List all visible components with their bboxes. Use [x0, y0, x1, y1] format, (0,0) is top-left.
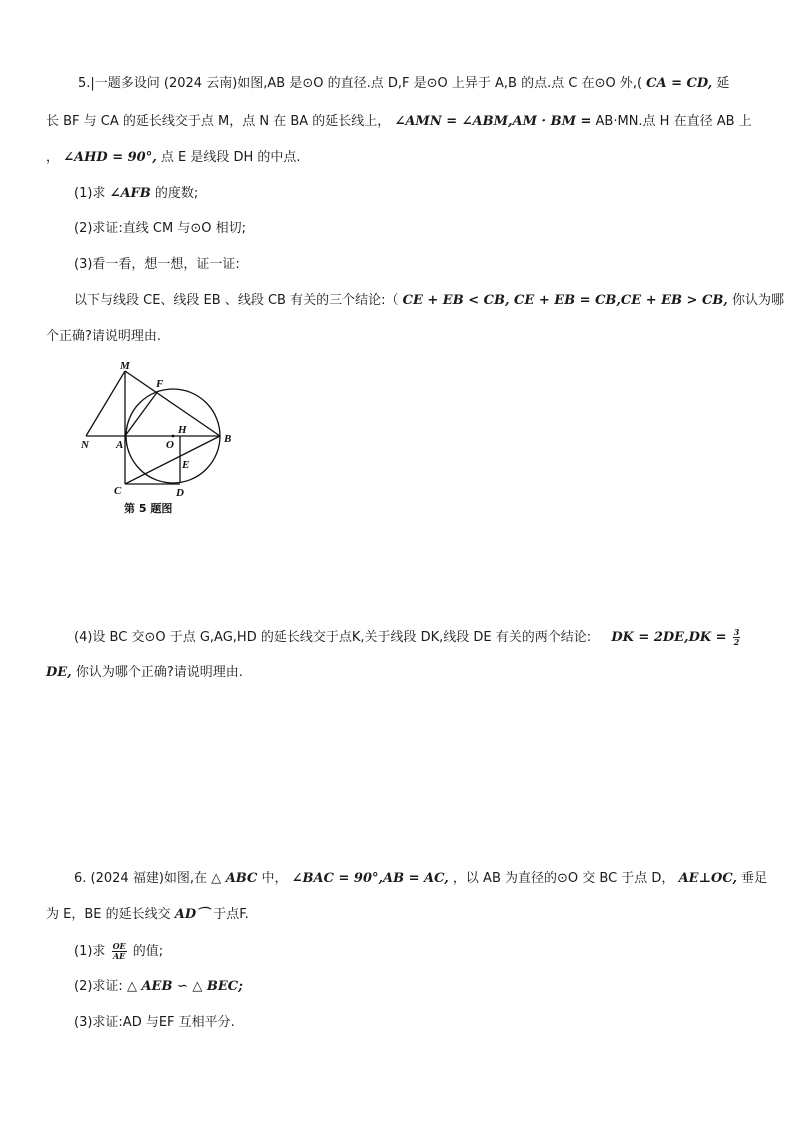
- q6-subq-1-fraction-den: AE: [112, 951, 126, 961]
- label-a: A: [116, 439, 124, 451]
- q5-line-2-text: 长 BF 与 CA 的延长线交于点 M，点 N 在 BA 的延长线上，: [46, 114, 391, 129]
- q5-line-3-tail: 点 E 是线段 DH 的中点.: [160, 150, 301, 165]
- q5-subq-1-math: ∠AFB: [109, 186, 151, 201]
- q5-subq-4-line-2-math: DE,: [46, 665, 72, 680]
- q5-line-1-math: CA = CD,: [646, 76, 713, 91]
- q6-subq-3: (3)求证:AD 与EF 互相平分.: [74, 1015, 235, 1030]
- q5-subq-3-conclusions-pre: 以下与线段 CE、线段 EB 、线段 CB 有关的三个结论:（: [74, 293, 399, 308]
- q5-subq-4-math: DK = 2DE,DK =: [611, 630, 727, 645]
- q6-subq-1-pre: (1)求: [74, 944, 110, 959]
- q6-subq-1-fraction: [112, 942, 127, 961]
- figure-caption: 第 5 题图: [124, 502, 173, 515]
- q5-line-1: [78, 75, 729, 93]
- q5-line-3-pre: ，: [46, 150, 60, 165]
- q5-subq-4: [74, 628, 742, 647]
- q5-subq-4-fraction: [733, 628, 741, 647]
- q6-subq-1-fraction-num: OE: [112, 941, 126, 951]
- q5-subq-3-ask: 个正确?请说明理由.: [46, 329, 162, 344]
- q6-line-1-math-1: △ ABC: [211, 871, 258, 886]
- q6-line-1: [74, 870, 767, 888]
- q6-subq-2: [74, 978, 243, 996]
- point-o: [172, 435, 175, 438]
- q6-line-1-tail: ，以 AB 为直径的⊙O 交 BC 于点 D，: [452, 871, 675, 886]
- q5-line-3: [46, 149, 301, 167]
- label-o: O: [166, 439, 174, 451]
- label-h: H: [178, 424, 187, 436]
- q5-subq-3: (3)看一看，想一想，证一证:: [74, 257, 240, 272]
- label-m: M: [120, 362, 130, 372]
- q5-subq-4-pre: (4)设 BC 交⊙O 于点 G,AG,HD 的延长线交于点K,关于线段 DK,线段 DE 有关的两个结论:: [74, 630, 592, 645]
- q5-subq-1-tail: 的度数;: [154, 186, 199, 201]
- label-n: N: [81, 439, 89, 451]
- q5-line-2-math: ∠AMN = ∠ABM,AM · BM =: [394, 114, 592, 129]
- q5-subq-4-fraction-den: 2: [733, 637, 740, 647]
- q5-subq-1: [74, 185, 198, 203]
- label-d: D: [176, 487, 184, 499]
- label-b: B: [224, 433, 232, 445]
- q5-line-1-text: 5.|一题多设问 (2024 云南)如图,AB 是⊙O 的直径.点 D,F 是⊙O 上异于 A,B 的点.点 C 在⊙O 外,(: [78, 76, 643, 91]
- q5-line-1-tail: 延: [716, 76, 730, 91]
- q6-subq-2-math: △ AEB ∽ △ BEC;: [126, 979, 243, 994]
- q6-line-1-pre: 6. (2024 福建)如图,在: [74, 871, 212, 886]
- q6-line-1-mid: 中，: [261, 871, 288, 886]
- q5-subq-2: (2)求证:直线 CM 与⊙O 相切;: [74, 221, 246, 236]
- q6-line-2-math: AD⌒: [174, 907, 210, 922]
- q5-subq-3-conclusions-math: CE + EB < CB, CE + EB = CB,CE + EB > CB,: [402, 293, 728, 308]
- line-af: [125, 391, 158, 436]
- q5-subq-4-line-2-tail: 你认为哪个正确?请说明理由.: [75, 665, 243, 680]
- q6-line-1-end: 垂足: [741, 871, 768, 886]
- q5-subq-3-conclusions: [74, 292, 784, 310]
- label-f: F: [156, 378, 164, 390]
- geometry-figure: [78, 362, 248, 517]
- q6-subq-2-pre: (2)求证:: [74, 979, 127, 994]
- q5-subq-1-pre: (1)求: [74, 186, 110, 201]
- q6-line-1-math-3: AE⊥OC,: [678, 871, 738, 886]
- q6-line-2: [46, 906, 249, 924]
- q5-line-2-tail: AB·MN.点 H 在直径 AB 上: [595, 114, 752, 129]
- q5-subq-3-conclusions-tail: 你认为哪: [731, 293, 784, 308]
- label-e: E: [182, 459, 190, 471]
- q5-subq-4-fraction-num: 3: [733, 627, 740, 637]
- q6-subq-1-tail: 的值;: [132, 944, 164, 959]
- line-mn: [86, 371, 125, 436]
- q5-line-3-math: ∠AHD = 90°,: [63, 150, 157, 165]
- q6-line-2-pre: 为 E，BE 的延长线交: [46, 907, 175, 922]
- q6-line-2-tail: 于点F.: [213, 907, 249, 922]
- label-c: C: [114, 485, 122, 497]
- q6-subq-1: [74, 942, 163, 961]
- q6-line-1-math-2: ∠BAC = 90°,AB = AC,: [291, 871, 449, 886]
- q5-subq-4-line-2: [46, 664, 243, 682]
- q5-line-2: [46, 113, 752, 131]
